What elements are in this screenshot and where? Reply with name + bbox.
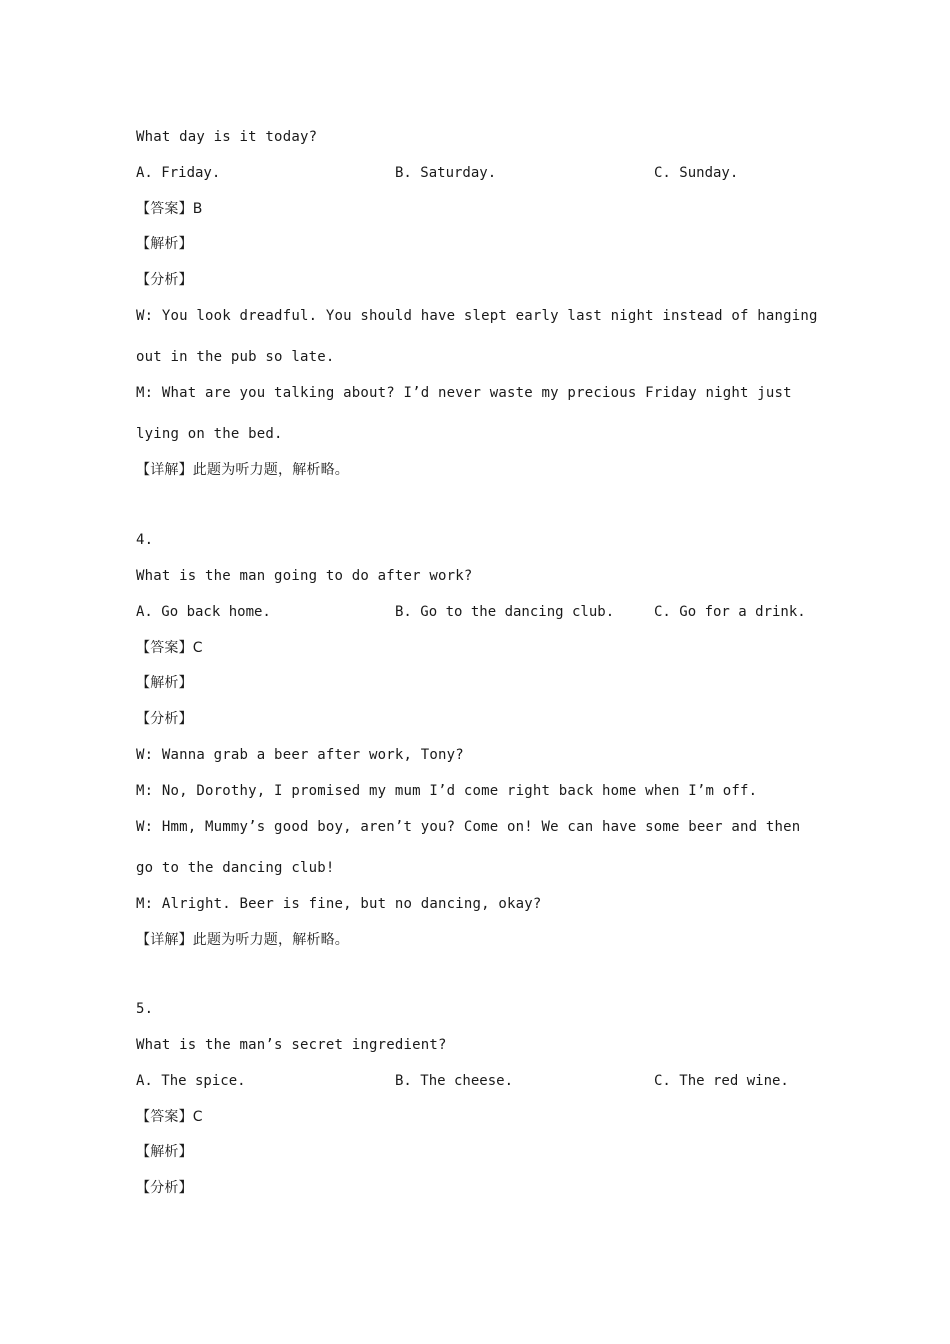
q4-dialog-line: go to the dancing club! [136,860,335,876]
q5-question: What is the man’s secret ingredient? [136,1037,447,1053]
q5-jiexi-heading: 【解析】 [136,1144,193,1160]
q3-dialog-line: out in the pub so late. [136,349,335,365]
q4-detail: 【详解】此题为听力题，解析略。 [136,932,349,948]
q4-dialog-line: M: No, Dorothy, I promised my mum I’d come right back home when I’m off. [136,783,758,799]
q3-detail: 【详解】此题为听力题，解析略。 [136,462,349,478]
q3-option-a: A. Friday. [136,165,221,181]
q3-fenxi-heading: 【分析】 [136,272,193,288]
q3-option-c: C. Sunday. [654,165,739,181]
q4-fenxi-heading: 【分析】 [136,711,193,727]
q4-dialog-line: W: Wanna grab a beer after work, Tony? [136,747,464,763]
q5-option-b: B. The cheese. [395,1073,514,1089]
q5-option-a: A. The spice. [136,1073,246,1089]
q4-option-c: C. Go for a drink. [654,604,806,620]
q3-jiexi-heading: 【解析】 [136,236,193,252]
q4-number: 4. [136,532,154,548]
q4-option-b: B. Go to the dancing club. [395,604,615,620]
q4-question: What is the man going to do after work? [136,568,473,584]
q3-dialog-line: W: You look dreadful. You should have slept early last night instead of hanging [136,308,818,324]
q4-dialog-line: M: Alright. Beer is fine, but no dancing, okay? [136,896,542,912]
q4-dialog-line: W: Hmm, Mummy’s good boy, aren’t you? Come on! We can have some beer and then [136,819,801,835]
q5-fenxi-heading: 【分析】 [136,1180,193,1196]
q3-option-b: B. Saturday. [395,165,497,181]
q3-question: What day is it today? [136,129,318,145]
q3-dialog-line: M: What are you talking about? I’d never waste my precious Friday night just [136,385,792,401]
q5-option-c: C. The red wine. [654,1073,789,1089]
q4-answer: 【答案】C [136,640,203,656]
q3-dialog-line: lying on the bed. [136,426,283,442]
q5-number: 5. [136,1001,154,1017]
q4-option-a: A. Go back home. [136,604,271,620]
q4-jiexi-heading: 【解析】 [136,675,193,691]
q5-answer: 【答案】C [136,1109,203,1125]
q3-answer: 【答案】B [136,201,203,217]
